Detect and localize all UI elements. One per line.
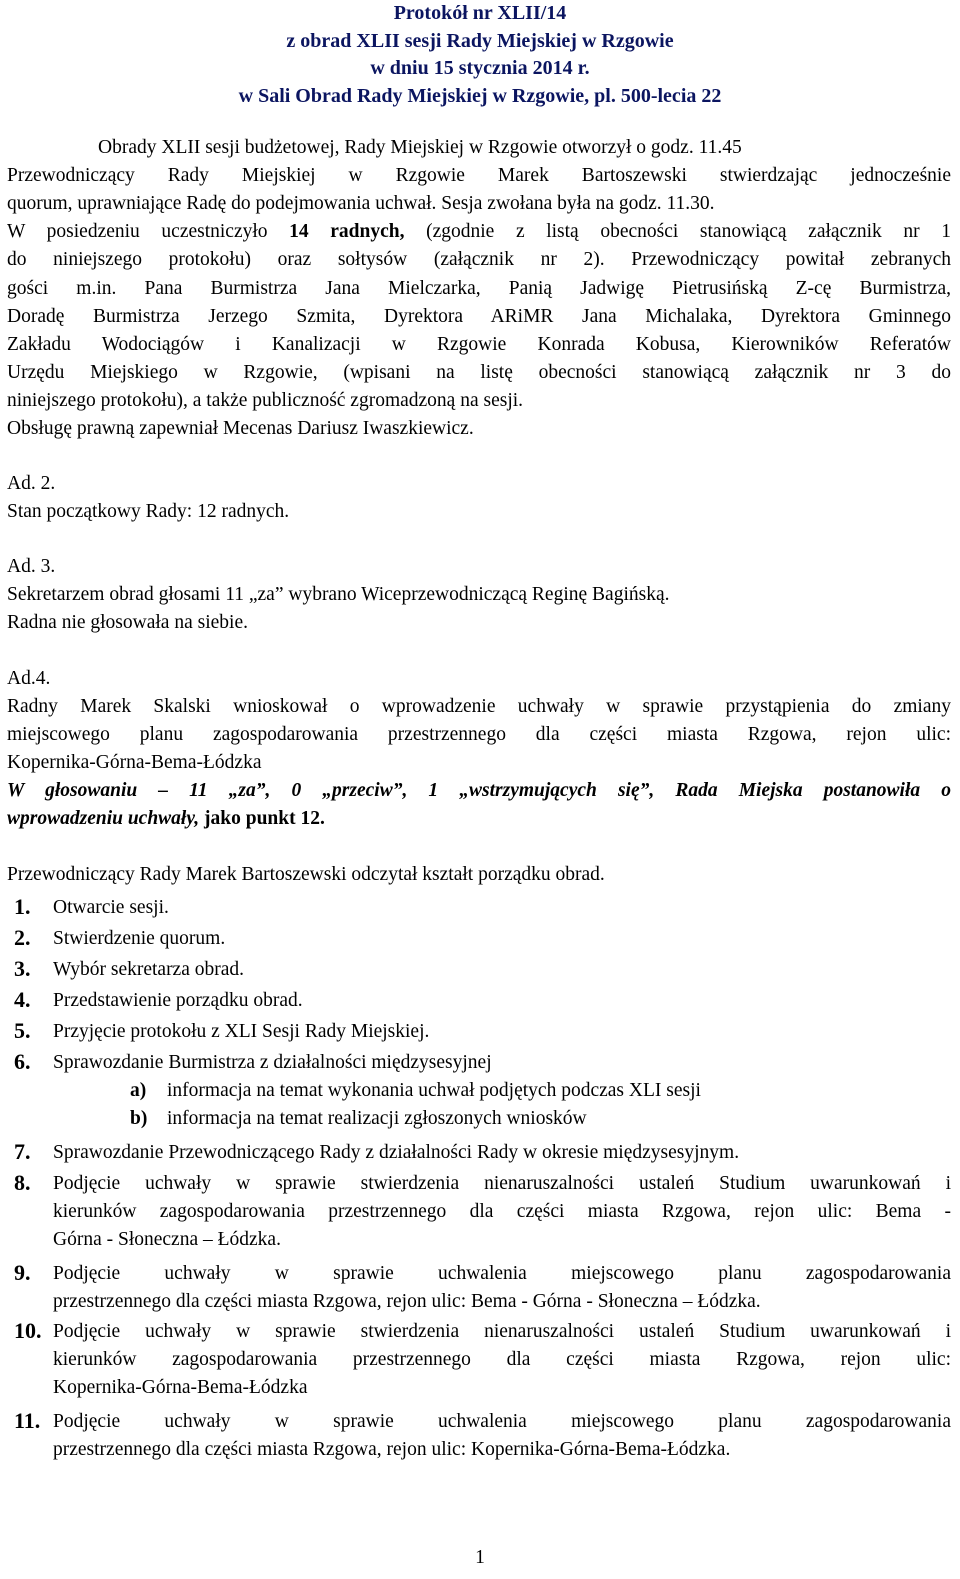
agenda-item: przestrzennego dla części miasta Rzgowa, rejon ulic: Bema - Górna - Słoneczna – Łódzka. <box>53 1291 761 1312</box>
vote-result: W głosowaniu – 11 „za”, 0 „przeciw”, 1 „wstrzymujących się”, Rada Miejska postanowiła o <box>7 780 951 801</box>
agenda-item: kierunków zagospodarowania przestrzennego dla części miasta Rzgowa, rejon ulic: <box>53 1349 951 1370</box>
intro-line: do niniejszego protokołu) oraz sołtysów (załącznik nr 2). Przewodniczący powitał zebranych <box>7 249 951 270</box>
protocol-title: Protokół nr XLII/14 <box>393 2 567 24</box>
agenda-item: Kopernika-Górna-Bema-Łódzka <box>53 1377 308 1398</box>
agenda-number: 4. <box>14 987 31 1012</box>
agenda-intro: Przewodniczący Rady Marek Bartoszewski odczytał kształt porządku obrad. <box>7 864 605 885</box>
ad3-text: Sekretarzem obrad głosami 11 „za” wybrano Wiceprzewodniczącą Reginę Bagińską. <box>7 584 670 605</box>
intro-text: (zgodnie z listą obecności stanowiącą załącznik nr 1 <box>404 221 951 242</box>
vote-result <box>7 808 951 830</box>
agenda-item: Górna - Słoneczna – Łódzka. <box>53 1229 281 1250</box>
agenda-item: Podjęcie uchwały w sprawie uchwalenia miejscowego planu zagospodarowania <box>53 1263 951 1284</box>
agenda-item: Stwierdzenie quorum. <box>53 928 226 949</box>
vote-result-point: jako punkt 12. <box>199 808 325 829</box>
agenda-item: Przedstawienie porządku obrad. <box>53 990 303 1011</box>
intro-line: Obsługę prawną zapewniał Mecenas Dariusz Iwaszkiewicz. <box>7 418 474 439</box>
agenda-item: Przyjęcie protokołu z XLI Sesji Rady Miejskiej. <box>53 1021 430 1042</box>
document-header <box>0 0 960 110</box>
session-venue: w Sali Obrad Rady Miejskiej w Rzgowie, pl. 500-lecia 22 <box>238 84 722 107</box>
intro-line: quorum, uprawniające Radę do podejmowania uchwał. Sesja zwołana była na godz. 11.30. <box>7 193 715 214</box>
intro-line: gości m.in. Pana Burmistrza Jana Mielczarka, Panią Jadwigę Pietrusińską Z-cę Burmistrza, <box>7 278 951 299</box>
agenda-number: 3. <box>14 956 31 981</box>
agenda-item: przestrzennego dla części miasta Rzgowa, rejon ulic: Kopernika-Górna-Bema-Łódzka. <box>53 1439 731 1460</box>
agenda-item: Podjęcie uchwały w sprawie stwierdzenia nienaruszalności ustaleń Studium uwarunkowań i <box>53 1321 951 1342</box>
intro-text: W posiedzeniu uczestniczyło <box>7 221 290 242</box>
agenda-subitem: informacja na temat realizacji zgłoszonych wniosków <box>167 1108 587 1129</box>
agenda-item: Wybór sekretarza obrad. <box>53 959 245 980</box>
intro-line: niniejszego protokołu), a także publiczność zgromadzoną na sesji. <box>7 390 524 411</box>
ad4-text: miejscowego planu zagospodarowania przestrzennego dla części miasta Rzgowa, rejon ulic: <box>7 724 951 745</box>
agenda-subnumber: a) <box>130 1080 147 1101</box>
agenda-number: 7. <box>14 1139 31 1164</box>
agenda-number: 9. <box>14 1260 31 1285</box>
session-title: z obrad XLII sesji Rady Miejskiej w Rzgowie <box>286 29 674 52</box>
agenda-number: 6. <box>14 1049 31 1074</box>
agenda-subnumber: b) <box>130 1108 148 1129</box>
agenda-number: 2. <box>14 925 31 950</box>
agenda-item: Sprawozdanie Burmistrza z działalności międzysesyjnej <box>53 1052 492 1073</box>
vote-result-text: wprowadzeniu uchwały, <box>7 808 200 829</box>
agenda-number: 1. <box>14 894 31 919</box>
ad2-text: Stan początkowy Rady: 12 radnych. <box>7 501 290 522</box>
ad3-text: Radna nie głosowała na siebie. <box>7 612 248 633</box>
ad4-heading: Ad.4. <box>7 668 51 689</box>
ad3-heading: Ad. 3. <box>7 556 56 577</box>
agenda-number: 10. <box>14 1318 42 1343</box>
ad2-heading: Ad. 2. <box>7 473 56 494</box>
agenda-item: Otwarcie sesji. <box>53 897 169 918</box>
agenda-item: Podjęcie uchwały w sprawie uchwalenia miejscowego planu zagospodarowania <box>53 1411 951 1432</box>
agenda-number: 8. <box>14 1170 31 1195</box>
ad4-text: Kopernika-Górna-Bema-Łódzka <box>7 752 262 773</box>
attendance-count: 14 radnych, <box>289 221 405 242</box>
intro-line: Zakładu Wodociągów i Kanalizacji w Rzgowie Konrada Kobusa, Kierowników Referatów <box>7 334 951 355</box>
agenda-number: 5. <box>14 1018 31 1043</box>
page-number: 1 <box>475 1547 485 1568</box>
intro-line <box>7 221 951 243</box>
agenda-item: Sprawozdanie Przewodniczącego Rady z działalności Rady w okresie międzysesyjnym. <box>53 1142 740 1163</box>
intro-line: Przewodniczący Rady Miejskiej w Rzgowie Marek Bartoszewski stwierdzając jednocześnie <box>7 165 951 186</box>
intro-line: Urzędu Miejskiego w Rzgowie, (wpisani na listę obecności stanowiącą załącznik nr 3 do <box>7 362 951 383</box>
ad4-text: Radny Marek Skalski wnioskował o wprowadzenie uchwały w sprawie przystąpienia do zmiany <box>7 696 951 717</box>
agenda-number: 11. <box>14 1408 41 1433</box>
agenda-item: kierunków zagospodarowania przestrzennego dla części miasta Rzgowa, rejon ulic: Bema - <box>53 1201 951 1222</box>
agenda-subitem: informacja na temat wykonania uchwał podjętych podczas XLI sesji <box>167 1080 701 1101</box>
intro-line: Obrady XLII sesji budżetowej, Rady Miejskiej w Rzgowie otworzył o godz. 11.45 <box>98 137 742 158</box>
intro-line: Doradę Burmistrza Jerzego Szmita, Dyrektora ARiMR Jana Michalaka, Dyrektora Gminnego <box>7 306 951 327</box>
session-date: w dniu 15 stycznia 2014 r. <box>370 57 590 79</box>
agenda-item: Podjęcie uchwały w sprawie stwierdzenia nienaruszalności ustaleń Studium uwarunkowań i <box>53 1173 951 1194</box>
